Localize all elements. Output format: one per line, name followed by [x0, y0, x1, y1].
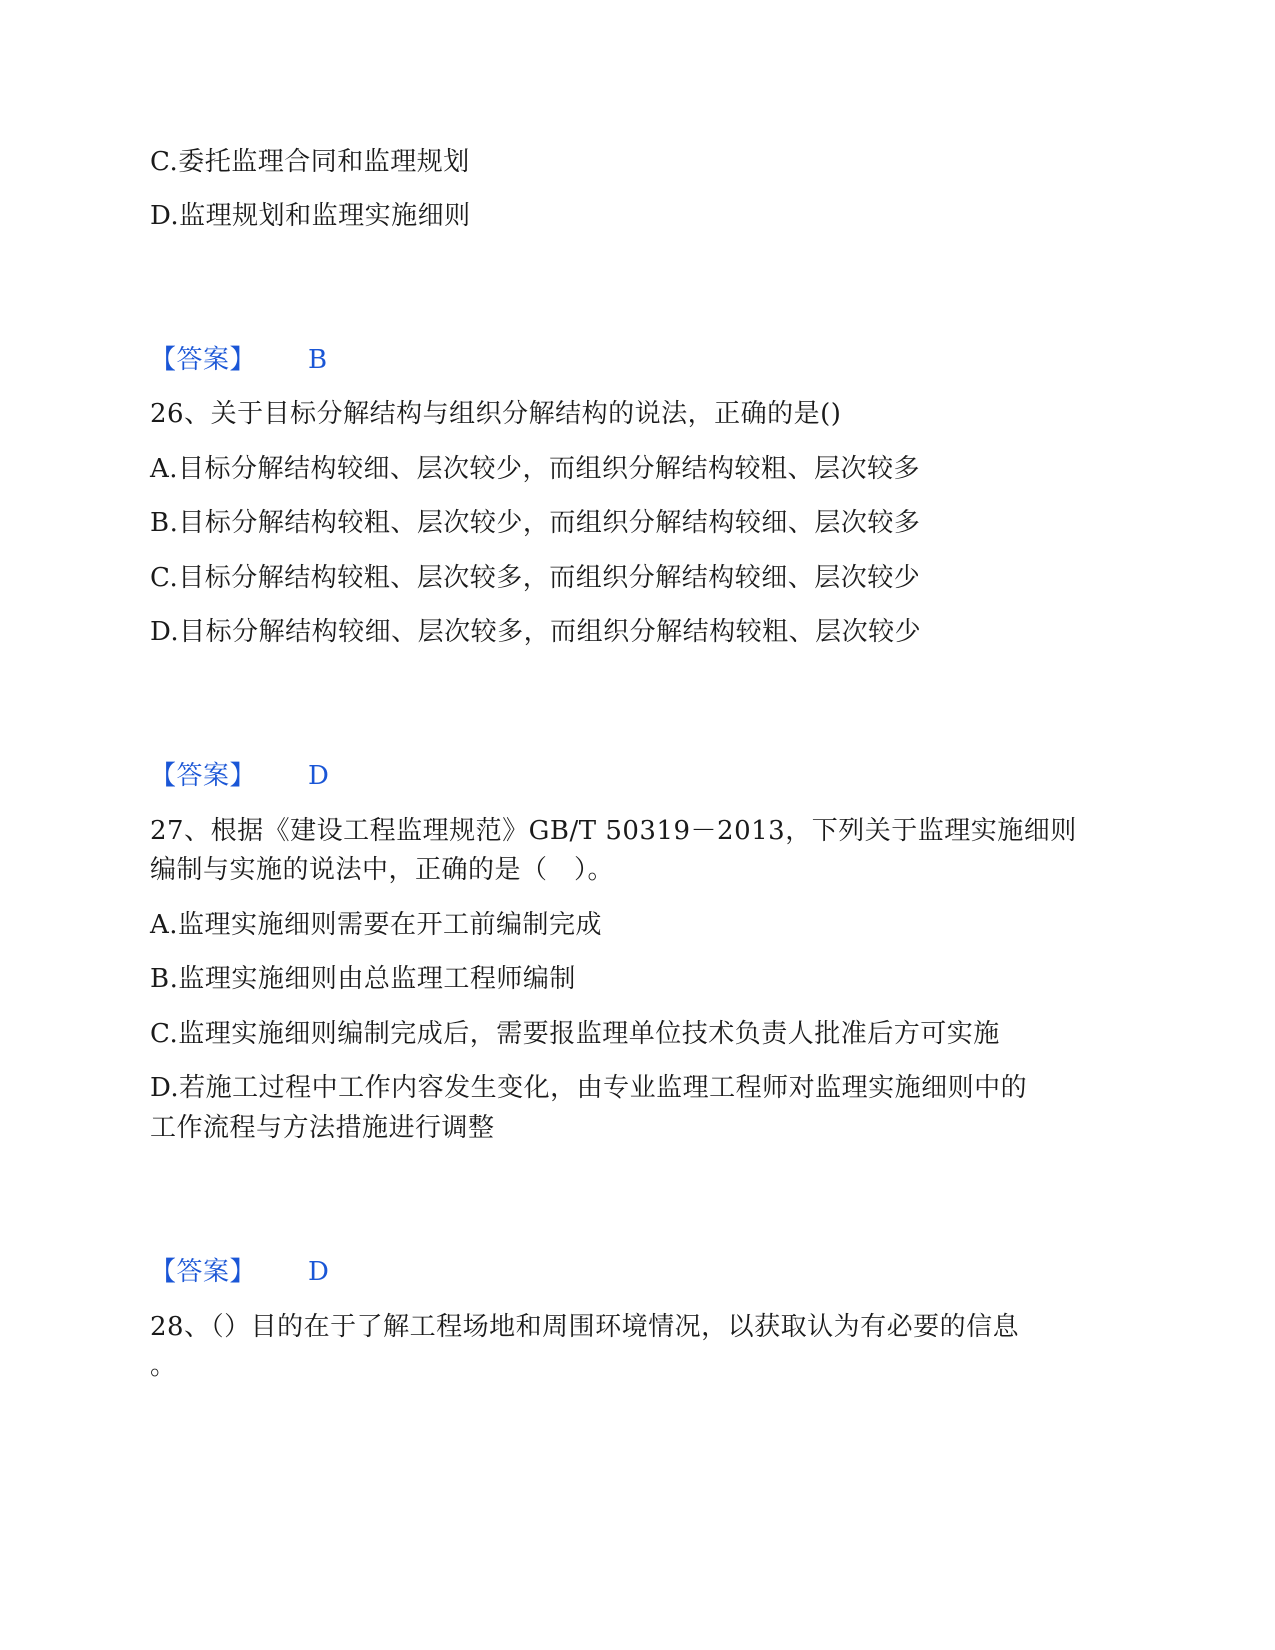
q27-option-a: A.监理实施细则需要在开工前编制完成 — [150, 910, 603, 940]
answer-value: D — [308, 1257, 330, 1287]
q25-option-d: D.监理规划和监理实施细则 — [150, 201, 471, 231]
q28-question-line2: 。 — [150, 1351, 177, 1381]
q27-question-line1: 27、根据《建设工程监理规范》GB/T 50319－2013，下列关于监理实施细则 — [150, 816, 1077, 846]
q25-answer — [150, 340, 328, 380]
q26-question: 26、关于目标分解结构与组织分解结构的说法，正确的是() — [150, 399, 842, 429]
q27-question-line2: 编制与实施的说法中，正确的是（ ）。 — [150, 855, 615, 885]
answer-value: B — [308, 345, 328, 375]
answer-label: 【答案】 — [150, 345, 257, 375]
q27-option-d-line1: D.若施工过程中工作内容发生变化，由专业监理工程师对监理实施细则中的 — [150, 1073, 1028, 1103]
q27-option-b: B.监理实施细则由总监理工程师编制 — [150, 964, 576, 994]
q27-option-c: C.监理实施细则编制完成后，需要报监理单位技术负责人批准后方可实施 — [150, 1019, 1000, 1049]
q26-option-d: D.目标分解结构较细、层次较多，而组织分解结构较粗、层次较少 — [150, 617, 922, 647]
answer-label: 【答案】 — [150, 1257, 257, 1287]
q26-option-a: A.目标分解结构较细、层次较少，而组织分解结构较粗、层次较多 — [150, 454, 921, 484]
q27-option-d-line2: 工作流程与方法措施进行调整 — [150, 1113, 495, 1143]
answer-value: D — [308, 761, 330, 791]
answer-label: 【答案】 — [150, 761, 257, 791]
q26-option-b: B.目标分解结构较粗、层次较少，而组织分解结构较细、层次较多 — [150, 508, 921, 538]
q26-option-c: C.目标分解结构较粗、层次较多，而组织分解结构较细、层次较少 — [150, 563, 921, 593]
q27-answer — [150, 1252, 329, 1292]
q26-answer — [150, 756, 329, 796]
q25-option-c: C.委托监理合同和监理规划 — [150, 147, 470, 177]
q28-question-line1: 28、（）目的在于了解工程场地和周围环境情况，以获取认为有必要的信息 — [150, 1312, 1020, 1342]
